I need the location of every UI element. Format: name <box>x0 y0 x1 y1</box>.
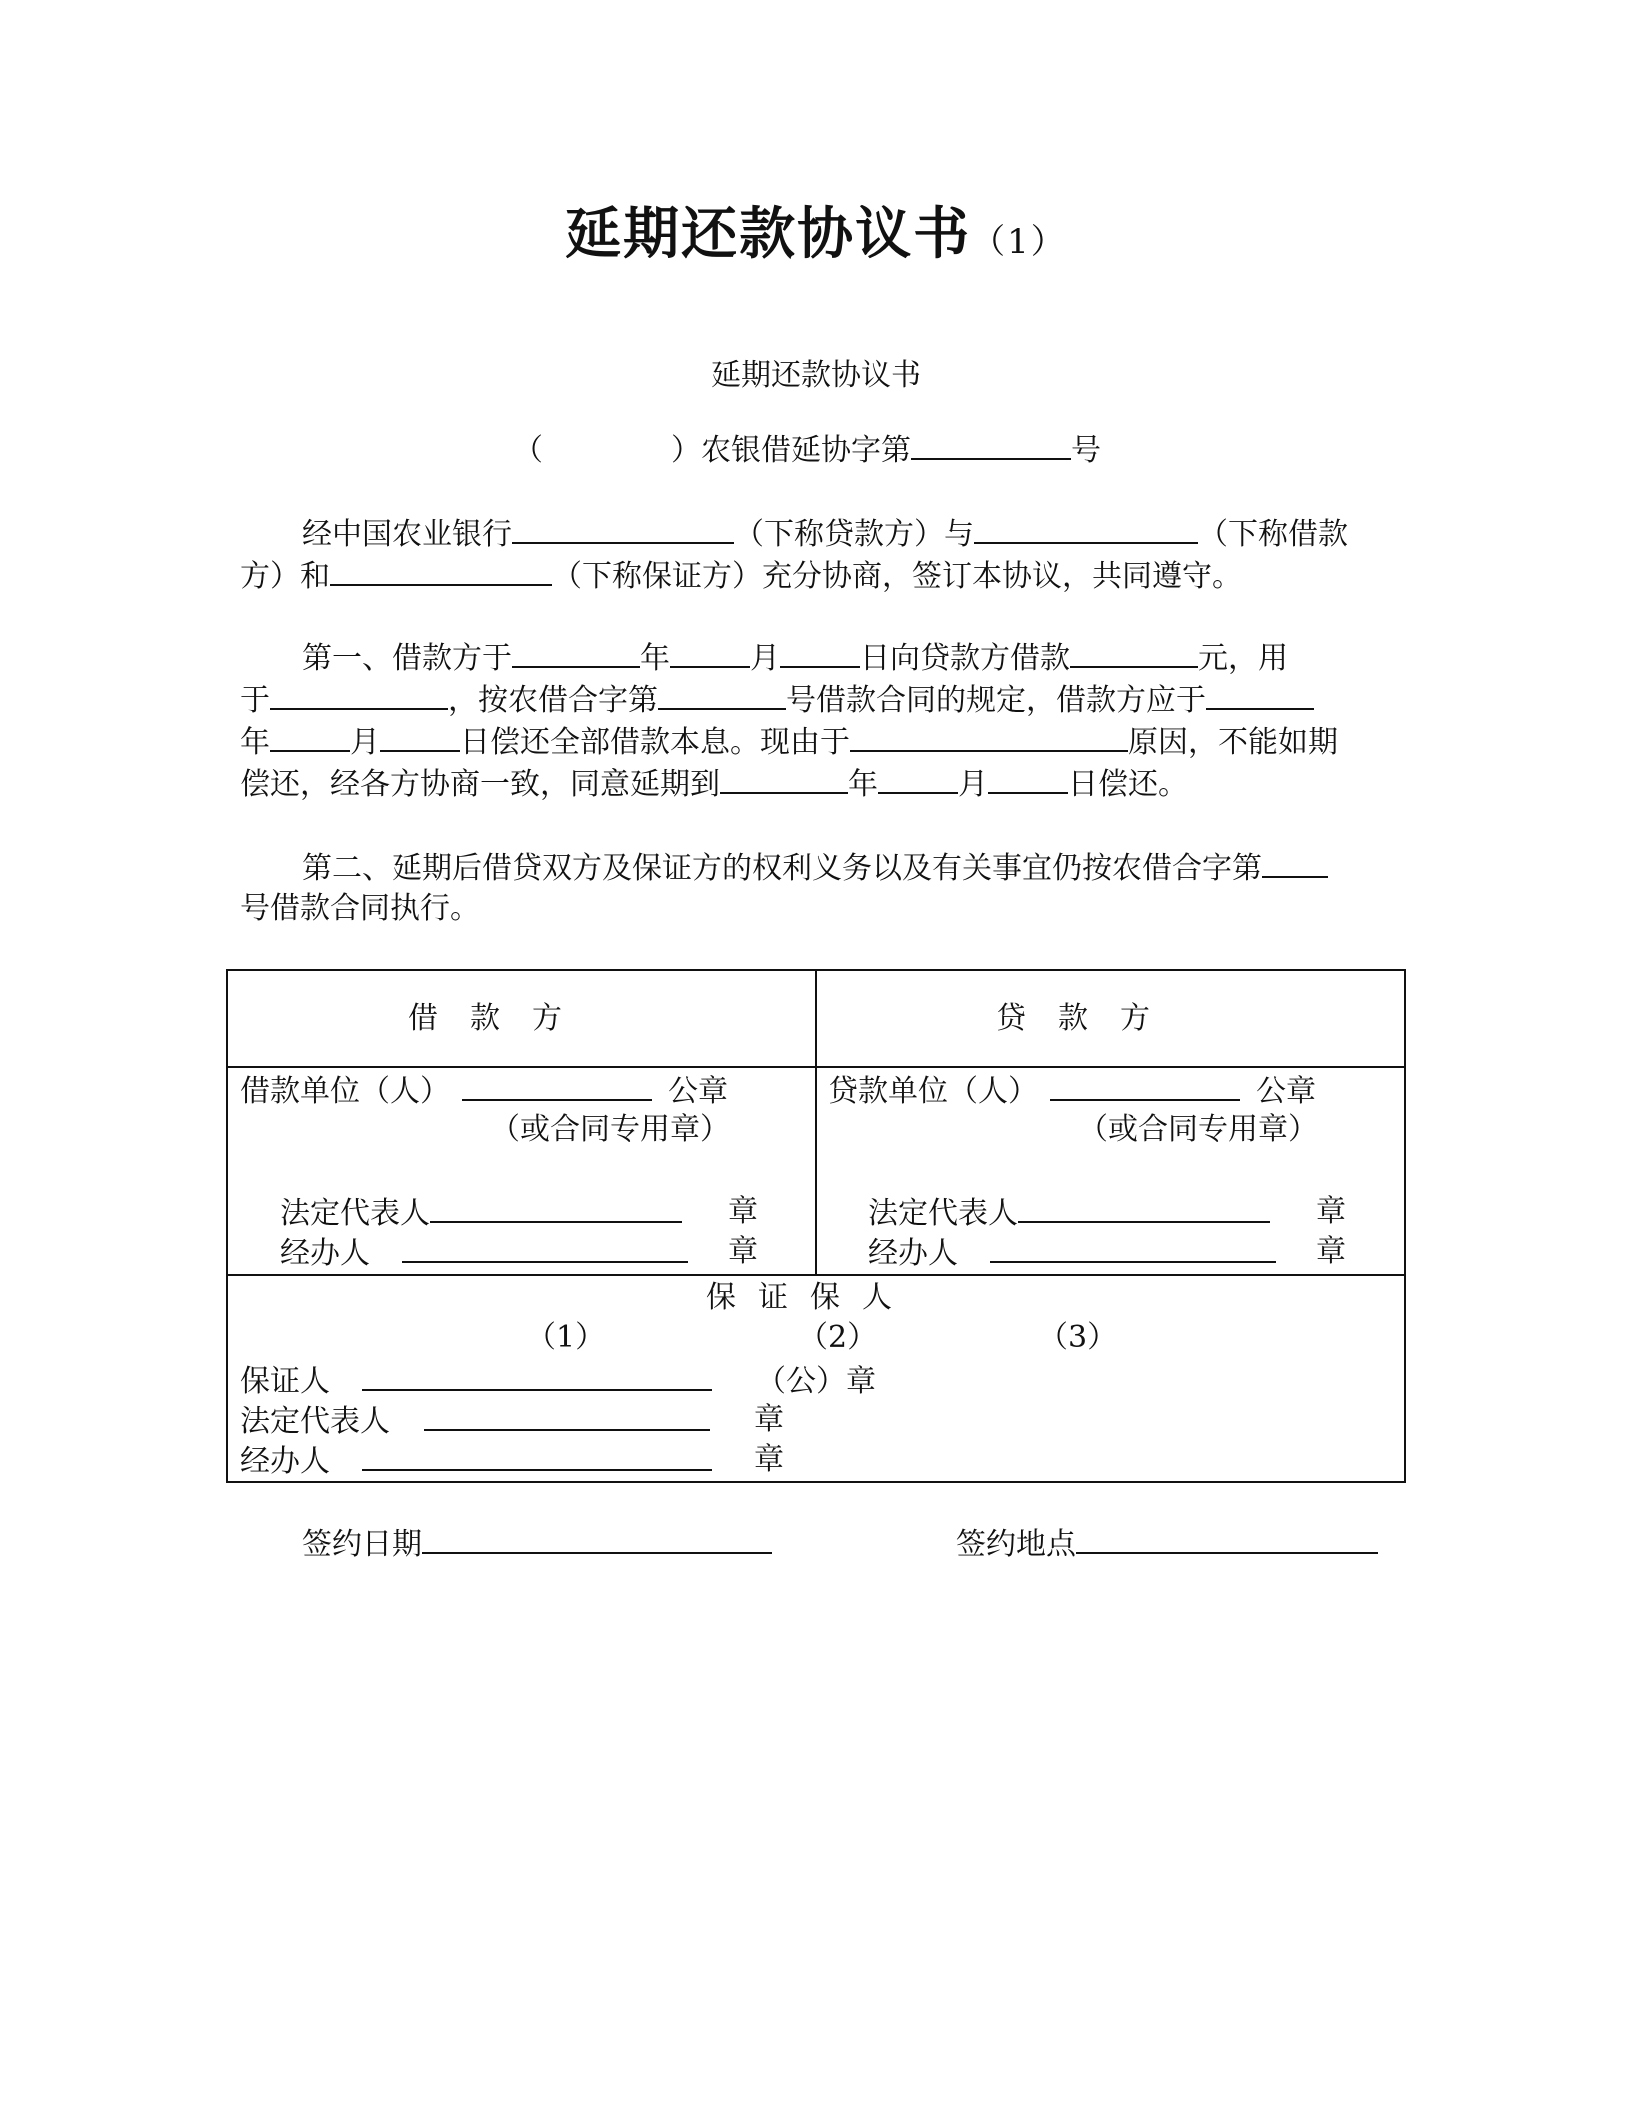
para2-line4 <box>240 762 1188 806</box>
text: 经办人 <box>280 1236 370 1271</box>
text: 原因，不能如期 <box>1128 725 1338 760</box>
text: 日向贷款方借款 <box>860 641 1070 676</box>
borrower-header: 借款方 <box>408 1001 594 1036</box>
title-main: 延期还款协议书 <box>565 202 972 267</box>
text: 保证人 <box>240 1364 330 1399</box>
para1-line1 <box>302 512 1348 556</box>
borrower-blank[interactable] <box>974 512 1198 544</box>
loan-year-blank[interactable] <box>512 636 640 668</box>
text: 借款单位（人） <box>240 1074 450 1109</box>
lender-handler-line <box>868 1231 1276 1275</box>
doc-number-right-paren: ） <box>671 433 701 468</box>
contract-no2-blank[interactable] <box>1262 846 1328 878</box>
loan-purpose-blank[interactable] <box>270 678 448 710</box>
text: 签约地点 <box>956 1527 1076 1562</box>
text: 经办人 <box>240 1444 330 1479</box>
signing-date-blank[interactable] <box>422 1522 772 1554</box>
borrower-handler-blank[interactable] <box>402 1231 688 1263</box>
due-day-blank[interactable] <box>380 720 460 752</box>
loan-amount-blank[interactable] <box>1070 636 1198 668</box>
text: 于 <box>240 683 270 718</box>
text: 号借款合同的规定，借款方应于 <box>786 683 1206 718</box>
text: 贷款单位（人） <box>828 1074 1038 1109</box>
para1-line2 <box>240 554 1242 598</box>
guarantor-handler-blank[interactable] <box>362 1439 712 1471</box>
borrower-legal-rep-line <box>280 1191 682 1235</box>
table-divider-header <box>228 1066 1404 1068</box>
extend-year-blank[interactable] <box>720 762 848 794</box>
lender-handler-blank[interactable] <box>990 1231 1276 1263</box>
para3-line2: 号借款合同执行。 <box>240 891 480 926</box>
text: 偿还，经各方协商一致，同意延期到 <box>240 767 720 802</box>
text: 元，用 <box>1198 641 1288 676</box>
due-month-blank[interactable] <box>270 720 350 752</box>
text: 月 <box>958 767 988 802</box>
text: （下称贷款方）与 <box>734 517 974 552</box>
contract-number-blank[interactable] <box>658 678 786 710</box>
signature-table <box>226 969 1406 1483</box>
loan-day-blank[interactable] <box>780 636 860 668</box>
text: 日偿还全部借款本息。现由于 <box>460 725 850 760</box>
guarantor-blank[interactable] <box>330 554 552 586</box>
lender-contract-seal: （或合同专用章） <box>1078 1112 1318 1147</box>
page-title <box>0 190 1632 270</box>
borrower-handler-seal: 章 <box>728 1234 758 1269</box>
guarantor-handler-line <box>240 1439 712 1483</box>
doc-number-blank[interactable] <box>911 428 1071 460</box>
guarantor-handler-seal: 章 <box>754 1442 784 1477</box>
doc-number-label: 农银借延协字第 <box>701 433 911 468</box>
text: 月 <box>350 725 380 760</box>
guarantor-legal-rep-line <box>240 1399 710 1443</box>
doc-number-line <box>513 428 1101 472</box>
lender-handler-seal: 章 <box>1316 1234 1346 1269</box>
text: （下称借款 <box>1198 517 1348 552</box>
text: 日偿还。 <box>1068 767 1188 802</box>
lender-unit-line <box>828 1069 1316 1113</box>
text: （公）章 <box>756 1364 876 1399</box>
text: （下称保证方）充分协商，签订本协议，共同遵守。 <box>552 559 1242 594</box>
extend-day-blank[interactable] <box>988 762 1068 794</box>
guarantor-legal-rep-blank[interactable] <box>424 1399 710 1431</box>
lender-bank-blank[interactable] <box>512 512 734 544</box>
text: 公章 <box>668 1074 728 1109</box>
extend-month-blank[interactable] <box>878 762 958 794</box>
guarantor-name-blank[interactable] <box>362 1359 712 1391</box>
table-divider-vertical <box>815 971 817 1276</box>
borrower-unit-line <box>240 1069 728 1113</box>
text: 年 <box>240 725 270 760</box>
text: 签约日期 <box>302 1527 422 1562</box>
para2-line1 <box>302 636 1288 680</box>
doc-number-suffix: 号 <box>1071 433 1101 468</box>
title-suffix: （1） <box>971 222 1067 262</box>
lender-unit-blank[interactable] <box>1050 1069 1240 1101</box>
lender-legal-rep-seal: 章 <box>1316 1194 1346 1229</box>
lender-legal-rep-blank[interactable] <box>1018 1191 1270 1223</box>
signing-place-blank[interactable] <box>1076 1522 1378 1554</box>
doc-number-left-paren: （ <box>513 433 543 468</box>
borrower-legal-rep-seal: 章 <box>728 1194 758 1229</box>
guarantor-col-1: （1） <box>526 1320 606 1355</box>
text: 公章 <box>1256 1074 1316 1109</box>
text: ，按农借合字第 <box>448 683 658 718</box>
document-subtitle: 延期还款协议书 <box>711 358 921 393</box>
text: 法定代表人 <box>868 1196 1018 1231</box>
text: 经中国农业银行 <box>302 517 512 552</box>
text: 方）和 <box>240 559 330 594</box>
text: 第一、借款方于 <box>302 641 512 676</box>
guarantor-col-2: （2） <box>798 1320 878 1355</box>
reason-blank[interactable] <box>850 720 1128 752</box>
guarantor-line <box>240 1359 876 1403</box>
text: 第二、延期后借贷双方及保证方的权利义务以及有关事宜仍按农借合字第 <box>302 851 1262 886</box>
due-year-blank[interactable] <box>1206 678 1314 710</box>
loan-month-blank[interactable] <box>670 636 750 668</box>
borrower-contract-seal: （或合同专用章） <box>490 1112 730 1147</box>
text: 法定代表人 <box>240 1404 390 1439</box>
signing-place-line <box>956 1522 1378 1566</box>
text: 法定代表人 <box>280 1196 430 1231</box>
borrower-handler-line <box>280 1231 688 1275</box>
text: 年 <box>848 767 878 802</box>
para2-line2 <box>240 678 1314 722</box>
guarantor-legal-rep-seal: 章 <box>754 1402 784 1437</box>
lender-legal-rep-line <box>868 1191 1270 1235</box>
borrower-unit-blank[interactable] <box>462 1069 652 1101</box>
borrower-legal-rep-blank[interactable] <box>430 1191 682 1223</box>
guarantor-col-3: （3） <box>1038 1320 1118 1355</box>
text: 经办人 <box>868 1236 958 1271</box>
text: 年 <box>640 641 670 676</box>
para2-line3 <box>240 720 1338 764</box>
signing-date-line <box>302 1522 772 1566</box>
text: 月 <box>750 641 780 676</box>
para3-line1 <box>302 846 1328 890</box>
lender-header: 贷款方 <box>996 1001 1182 1036</box>
guarantor-header: 保证保人 <box>706 1280 914 1315</box>
